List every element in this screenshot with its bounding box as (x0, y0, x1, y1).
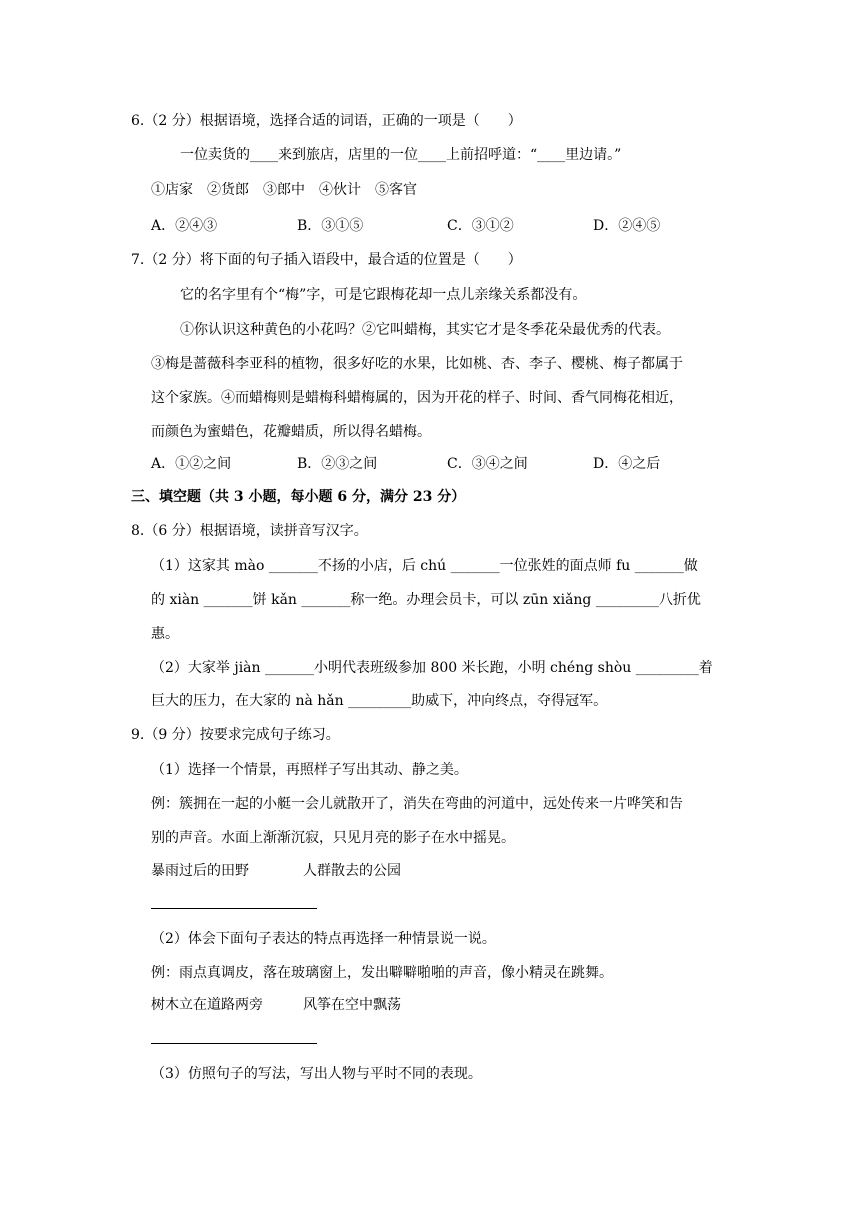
q8-part1-line-3: 惠。 (151, 626, 179, 642)
q6-option-d[interactable]: D．②④⑤ (593, 218, 661, 234)
q9-sub2-title: （2）体会下面句子表达的特点再选择一种情景说一说。 (151, 931, 496, 947)
q9-sub2-scene-1: 树木立在道路两旁 (151, 997, 263, 1013)
q9-sub1-scene-2: 人群散去的公园 (303, 863, 401, 879)
q7-passage-line-1: ①你认识这种黄色的小花吗？②它叫蜡梅，其实它才是冬季花朵最优秀的代表。 (180, 322, 670, 338)
q6-sentence: 一位卖货的____来到旅店，店里的一位____上前招呼道：“____里边请。” (180, 147, 622, 163)
q9-sub3-title: （3）仿照句子的写法，写出人物与平时不同的表现。 (151, 1066, 482, 1082)
q9-stem: 9.（9 分）按要求完成句子练习。 (131, 727, 340, 743)
q6-stem: 6.（2 分）根据语境，选择合适的词语，正确的一项是（ ） (131, 113, 522, 129)
q7-insert-sentence: 它的名字里有个“梅”字，可是它跟梅花却一点儿亲缘关系都没有。 (180, 287, 587, 303)
q6-option-c[interactable]: C．③①② (447, 218, 514, 234)
q8-stem: 8.（6 分）根据语境，读拼音写汉字。 (131, 523, 368, 539)
q8-part2-line-1: （2）大家举 jiàn _______小明代表班级参加 800 米长跑，小明 chéng shòu _________着 (151, 660, 713, 676)
q9-sub2-scene-2: 风筝在空中飘荡 (303, 997, 401, 1013)
q6-option-b[interactable]: B．③①⑤ (297, 218, 364, 234)
q9-sub1-answer-line[interactable] (151, 908, 317, 909)
q8-part2-line-2: 巨大的压力，在大家的 nà hǎn _________助威下，冲向终点，夺得冠军。 (151, 693, 608, 709)
q8-part1-line-1: （1）这家其 mào _______不扬的小店，后 chú _______一位张姓的面点师 fu _______做 (151, 558, 698, 574)
q8-part1-line-2: 的 xiàn _______饼 kǎn _______称一绝。办理会员卡，可以 zūn xiǎng _________八折优 (151, 592, 701, 608)
q7-option-b[interactable]: B．②③之间 (297, 456, 378, 472)
q7-stem: 7.（2 分）将下面的句子插入语段中，最合适的位置是（ ） (131, 252, 522, 268)
q9-sub2-example: 例：雨点真调皮，落在玻璃窗上，发出噼噼啪啪的声音，像小精灵在跳舞。 (151, 965, 613, 981)
q7-option-c[interactable]: C．③④之间 (447, 456, 528, 472)
q6-choices: ①店家 ②货郎 ③郎中 ④伙计 ⑤客官 (151, 182, 417, 198)
q7-passage-line-3: 这个家族。④而蜡梅则是蜡梅科蜡梅属的，因为开花的样子、时间、香气同梅花相近， (151, 390, 683, 406)
q7-option-a[interactable]: A．①②之间 (151, 456, 232, 472)
q6-option-a[interactable]: A．②④③ (151, 218, 218, 234)
q9-sub1-example-line-2: 别的声音。水面上渐渐沉寂，只见月亮的影子在水中摇晃。 (151, 830, 515, 846)
q9-sub1-title: （1）选择一个情景，再照样子写出其动、静之美。 (151, 762, 468, 778)
q7-passage-line-4: 而颜色为蜜蜡色，花瓣蜡质，所以得名蜡梅。 (151, 424, 431, 440)
q7-passage-line-2: ③梅是蔷薇科李亚科的植物，很多好吃的水果，比如桃、杏、李子、樱桃、梅子都属于 (151, 356, 683, 372)
q9-sub2-answer-line[interactable] (151, 1043, 317, 1044)
q9-sub1-scene-1: 暴雨过后的田野 (151, 863, 249, 879)
q7-option-d[interactable]: D．④之后 (593, 456, 661, 472)
q9-sub1-example-line-1: 例：簇拥在一起的小艇一会儿就散开了，消失在弯曲的河道中，远处传来一片哗笑和告 (151, 796, 683, 812)
section-3-heading: 三、填空题（共 3 小题，每小题 6 分，满分 23 分） (131, 489, 466, 505)
